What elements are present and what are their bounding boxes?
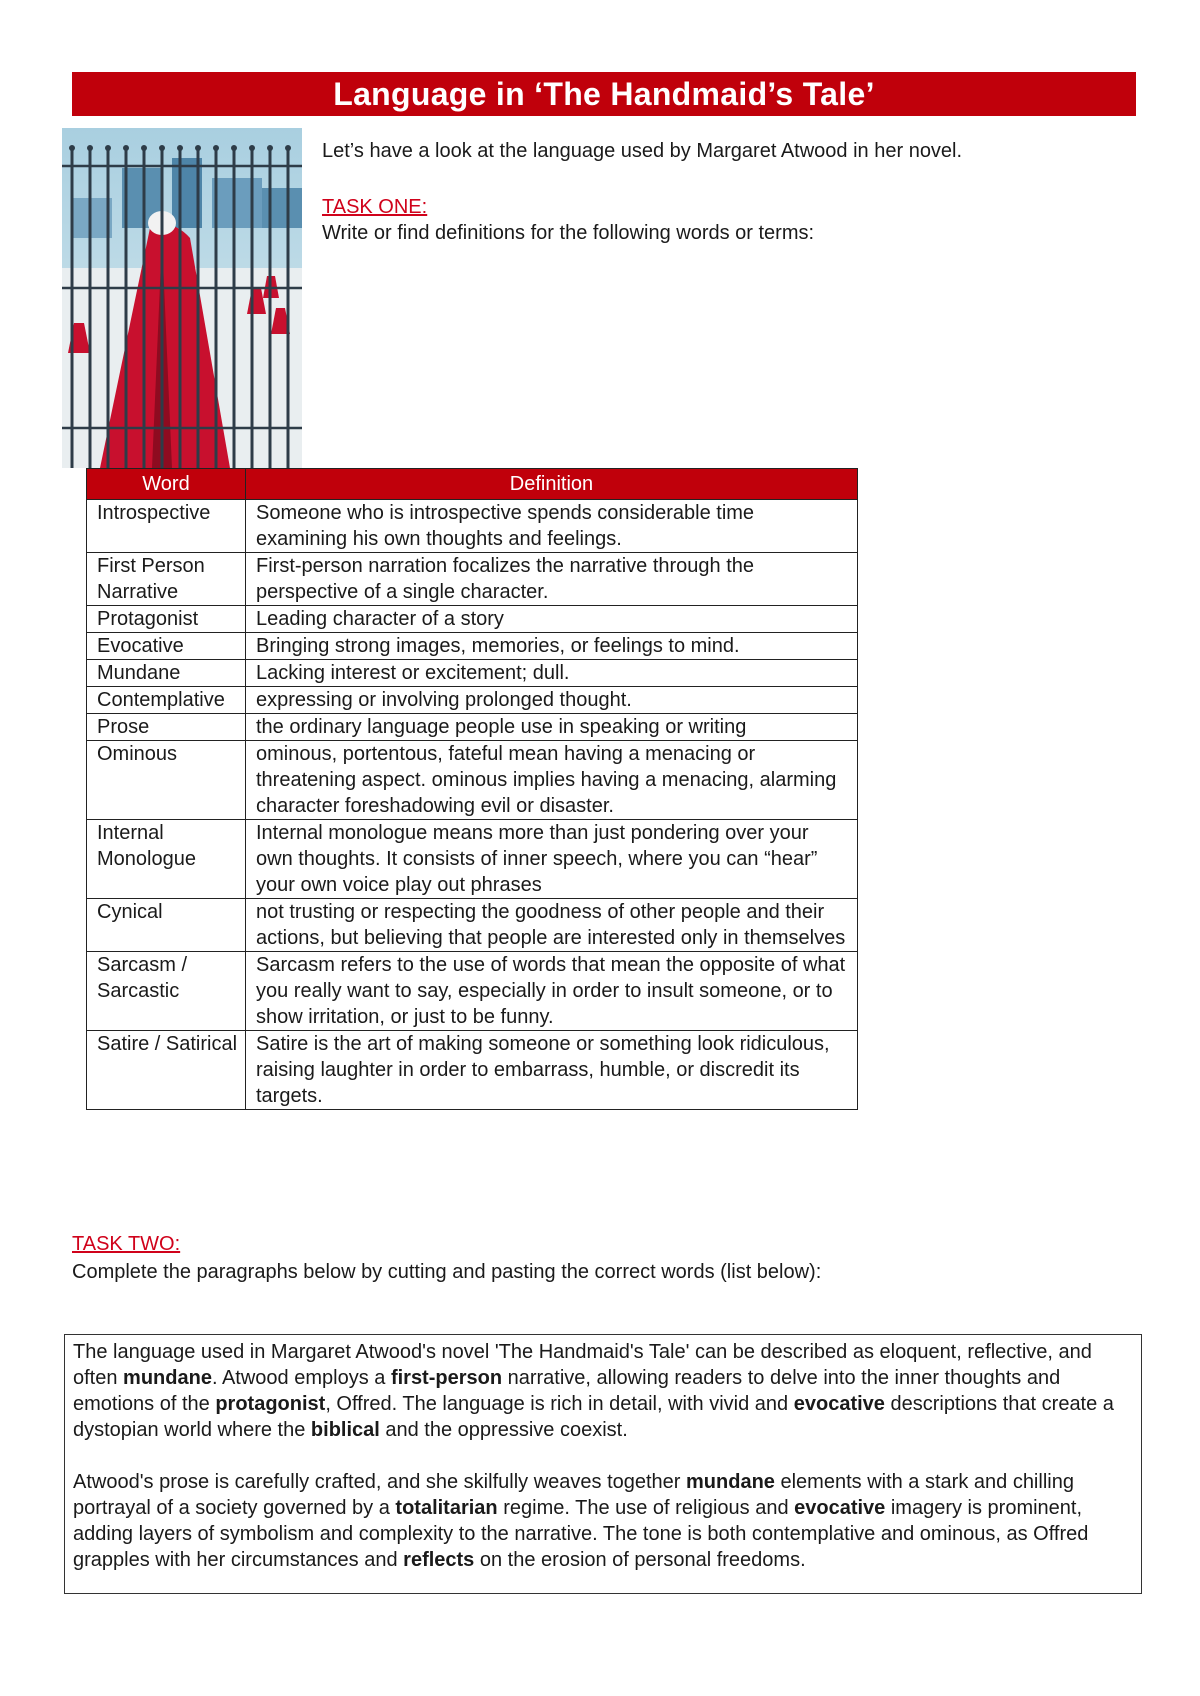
paragraph-segment: . Atwood employs a — [211, 1367, 391, 1389]
paragraph-segment: elements with a stark and chilling portrayal of a society governed by a — [73, 1471, 1074, 1519]
header-word: Word — [87, 469, 246, 500]
definition-cell[interactable]: Sarcasm refers to the use of words that mean the opposite of what you really want to say, especially in order to insult someone, or to show irritation, or just to be funny. — [246, 952, 858, 1031]
definition-cell[interactable]: ominous, portentous, fateful mean having a menacing or threatening aspect. ominous implies having a menacing, alarming character foreshadowing evil or disaster. — [246, 741, 858, 820]
paragraph-segment: , Offred. The language is rich in detail, with vivid and — [325, 1393, 794, 1415]
definition-cell[interactable]: Satire is the art of making someone or something look ridiculous, raising laughter in order to embarrass, humble, or discredit its targets. — [246, 1031, 858, 1110]
paragraph-segment: and the oppressive coexist. — [379, 1419, 628, 1441]
task-one-instruction: Write or find definitions for the following words or terms: — [322, 222, 815, 244]
word-cell[interactable]: Ominous — [87, 741, 246, 820]
paragraph-segment: The language used in Margaret Atwood's novel 'The Handmaid's Tale' can be described as eloquent, reflective, and often — [73, 1341, 1092, 1389]
table-row — [87, 553, 858, 606]
key-word: evocative — [794, 1497, 886, 1519]
key-word: reflects — [403, 1549, 475, 1571]
word-cell[interactable]: Evocative — [87, 633, 246, 660]
paragraph-segment: regime. The use of religious and — [497, 1497, 795, 1519]
definitions-table — [86, 468, 858, 1110]
table-row — [87, 633, 858, 660]
key-word: evocative — [793, 1393, 885, 1415]
paragraph-segment: imagery is prominent, adding layers of symbolism and complexity to the narrative. The tone is both contemplative and ominous, as Offred grapples with her circumstances and — [73, 1497, 1089, 1571]
definition-cell[interactable]: expressing or involving prolonged thought. — [246, 687, 858, 714]
word-cell[interactable]: First Person Narrative — [87, 553, 246, 606]
table-row — [87, 500, 858, 553]
paragraph-one — [73, 1339, 1131, 1443]
word-cell[interactable]: Contemplative — [87, 687, 246, 714]
table-row — [87, 714, 858, 741]
key-word: mundane — [123, 1367, 212, 1389]
paragraph-segment: descriptions that create a dystopian world where the — [73, 1393, 1114, 1441]
page-title: Language in ‘The Handmaid’s Tale’ — [72, 72, 1136, 116]
intro-text: Let’s have a look at the language used by Margaret Atwood in her novel. — [322, 140, 963, 162]
table-header-row — [87, 469, 858, 500]
paragraph-box[interactable] — [64, 1334, 1142, 1594]
word-cell[interactable]: Satire / Satirical — [87, 1031, 246, 1110]
task-one-label: TASK ONE: — [322, 196, 428, 218]
key-word: mundane — [686, 1471, 775, 1493]
word-cell[interactable]: Mundane — [87, 660, 246, 687]
definition-cell[interactable]: First-person narration focalizes the narrative through the perspective of a single character. — [246, 553, 858, 606]
table-row — [87, 606, 858, 633]
word-cell[interactable]: Sarcasm / Sarcastic — [87, 952, 246, 1031]
task-two-instruction: Complete the paragraphs below by cutting and pasting the correct words (list below): — [72, 1261, 822, 1283]
book-cover-illustration — [62, 128, 302, 468]
header-definition: Definition — [246, 469, 858, 500]
paragraph-two — [73, 1469, 1131, 1573]
paragraph-segment: on the erosion of personal freedoms. — [474, 1549, 806, 1571]
word-cell[interactable]: Introspective — [87, 500, 246, 553]
word-cell[interactable]: Internal Monologue — [87, 820, 246, 899]
definition-cell[interactable]: Internal monologue means more than just pondering over your own thoughts. It consists of inner speech, where you can “hear” your own voice play out phrases — [246, 820, 858, 899]
definition-cell[interactable]: Lacking interest or excitement; dull. — [246, 660, 858, 687]
table-row — [87, 741, 858, 820]
paragraph-segment: Atwood's prose is carefully crafted, and she skilfully weaves together — [73, 1471, 687, 1493]
definition-cell[interactable]: Bringing strong images, memories, or feelings to mind. — [246, 633, 858, 660]
key-word: first-person — [390, 1367, 503, 1389]
table-row — [87, 660, 858, 687]
paragraph-segment: narrative, allowing readers to delve into the inner thoughts and emotions of the — [73, 1367, 1061, 1415]
definition-cell[interactable]: not trusting or respecting the goodness of other people and their actions, but believing that people are interested only in themselves — [246, 899, 858, 952]
word-cell[interactable]: Cynical — [87, 899, 246, 952]
table-row — [87, 687, 858, 714]
table-row — [87, 899, 858, 952]
definition-cell[interactable]: Leading character of a story — [246, 606, 858, 633]
definition-cell[interactable]: the ordinary language people use in speaking or writing — [246, 714, 858, 741]
word-cell[interactable]: Prose — [87, 714, 246, 741]
key-word: totalitarian — [395, 1497, 498, 1519]
table-row — [87, 952, 858, 1031]
task-two-label: TASK TWO: — [72, 1233, 181, 1255]
definition-cell[interactable]: Someone who is introspective spends considerable time examining his own thoughts and feelings. — [246, 500, 858, 553]
word-cell[interactable]: Protagonist — [87, 606, 246, 633]
key-word: protagonist — [215, 1393, 326, 1415]
table-row — [87, 820, 858, 899]
key-word: biblical — [310, 1419, 380, 1441]
table-row — [87, 1031, 858, 1110]
